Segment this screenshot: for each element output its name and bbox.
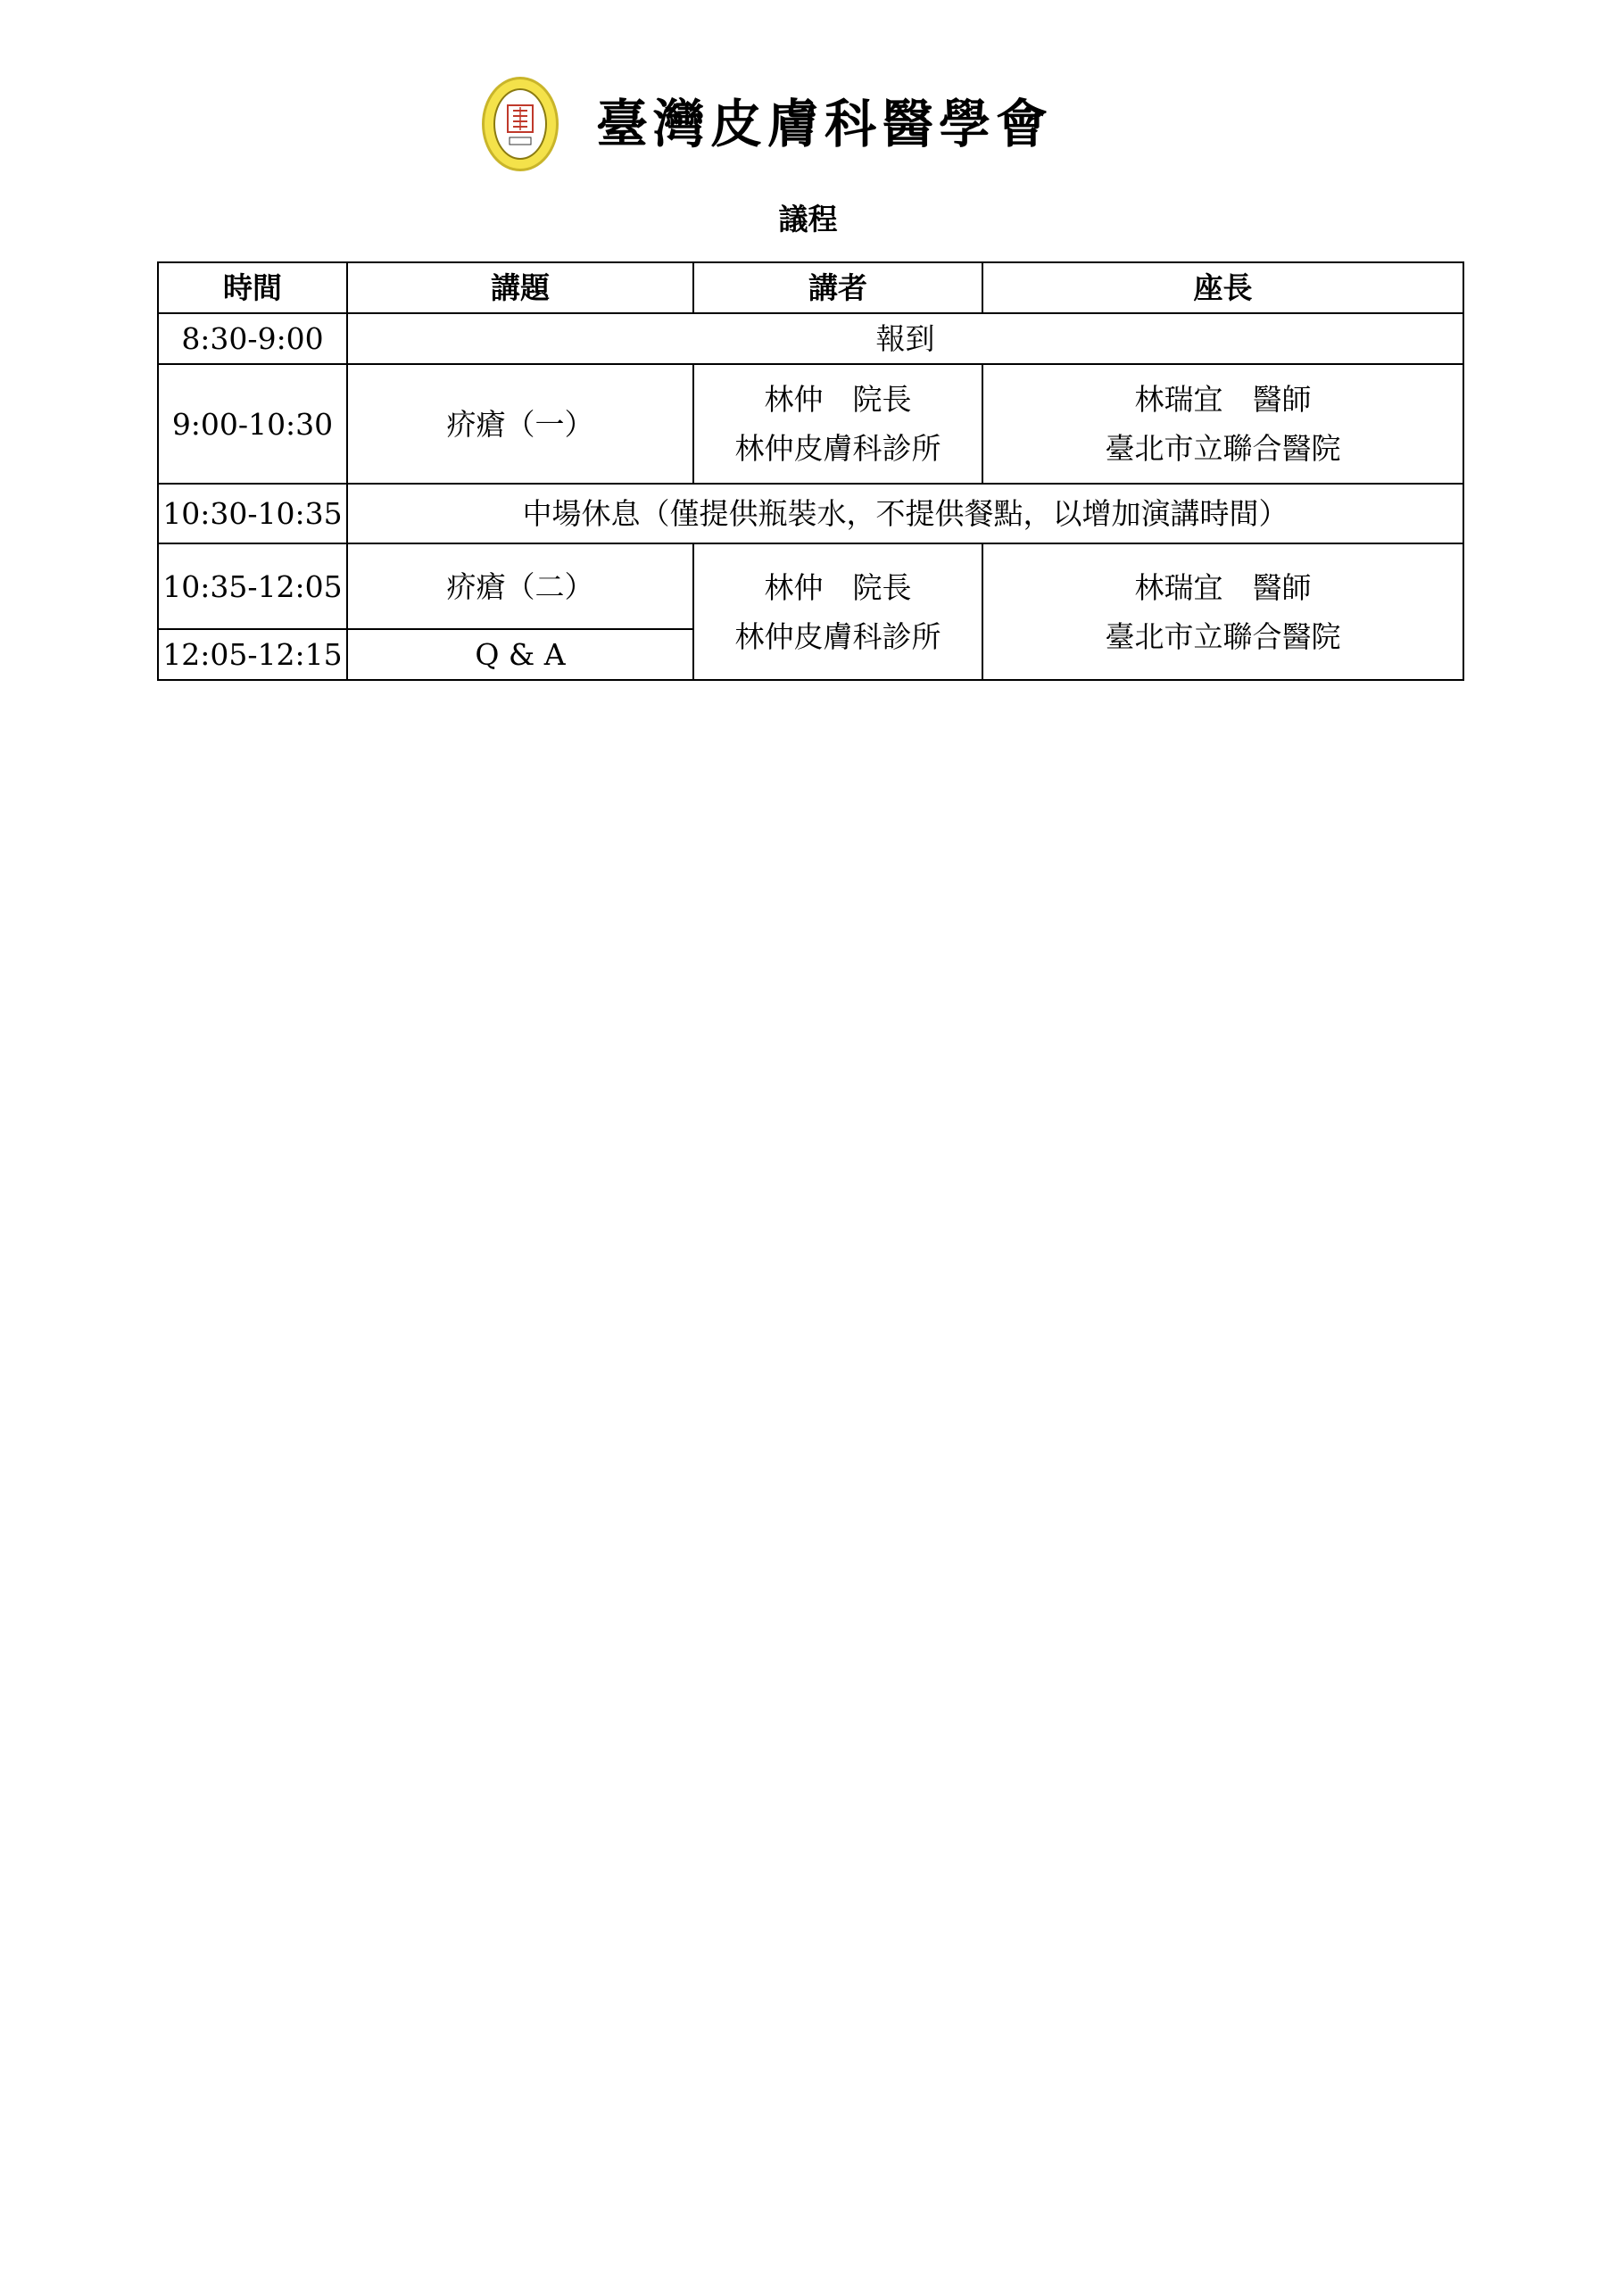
speaker-name: 林仲 院長 (764, 382, 912, 417)
speaker-affiliation: 林仲皮膚科診所 (734, 431, 941, 466)
time-cell: 12:05-12:15 (158, 629, 347, 680)
speaker-cell (693, 543, 982, 680)
agenda-table (157, 261, 1464, 681)
column-header-time: 時間 (158, 262, 347, 313)
chair-affiliation: 臺北市立聯合醫院 (1105, 431, 1341, 466)
column-header-topic: 講題 (347, 262, 693, 313)
chair-cell (982, 364, 1463, 484)
table-header-row (158, 262, 1463, 313)
column-header-chair: 座長 (982, 262, 1463, 313)
speaker-affiliation: 林仲皮膚科診所 (734, 618, 941, 654)
table-row (158, 313, 1463, 364)
time-cell: 10:35-12:05 (158, 543, 347, 629)
registration-cell: 報到 (347, 313, 1463, 364)
time-cell: 8:30-9:00 (158, 313, 347, 364)
chair-affiliation: 臺北市立聯合醫院 (1105, 618, 1341, 654)
organization-title: 臺灣皮膚科醫學會 (596, 94, 1054, 154)
logo-emblem (493, 88, 547, 160)
chair-name: 林瑞宜 醫師 (1134, 569, 1312, 605)
chair-name: 林瑞宜 醫師 (1134, 382, 1312, 417)
speaker-name: 林仲 院長 (764, 569, 912, 605)
agenda-heading: 議程 (778, 202, 838, 236)
logo-seal-icon (502, 100, 538, 148)
document-header (482, 75, 1053, 173)
table-row (158, 364, 1463, 484)
table-row (158, 543, 1463, 629)
association-logo (482, 77, 559, 171)
speaker-cell (693, 364, 982, 484)
topic-cell: 疥瘡（二） (347, 543, 693, 629)
time-cell: 9:00-10:30 (158, 364, 347, 484)
chair-cell (982, 543, 1463, 680)
column-header-speaker: 講者 (693, 262, 982, 313)
break-cell: 中場休息（僅提供瓶裝水，不提供餐點，以增加演講時間） (347, 484, 1463, 543)
topic-cell: 疥瘡（一） (347, 364, 693, 484)
time-cell: 10:30-10:35 (158, 484, 347, 543)
table-row (158, 484, 1463, 543)
topic-cell: Q & A (347, 629, 693, 680)
